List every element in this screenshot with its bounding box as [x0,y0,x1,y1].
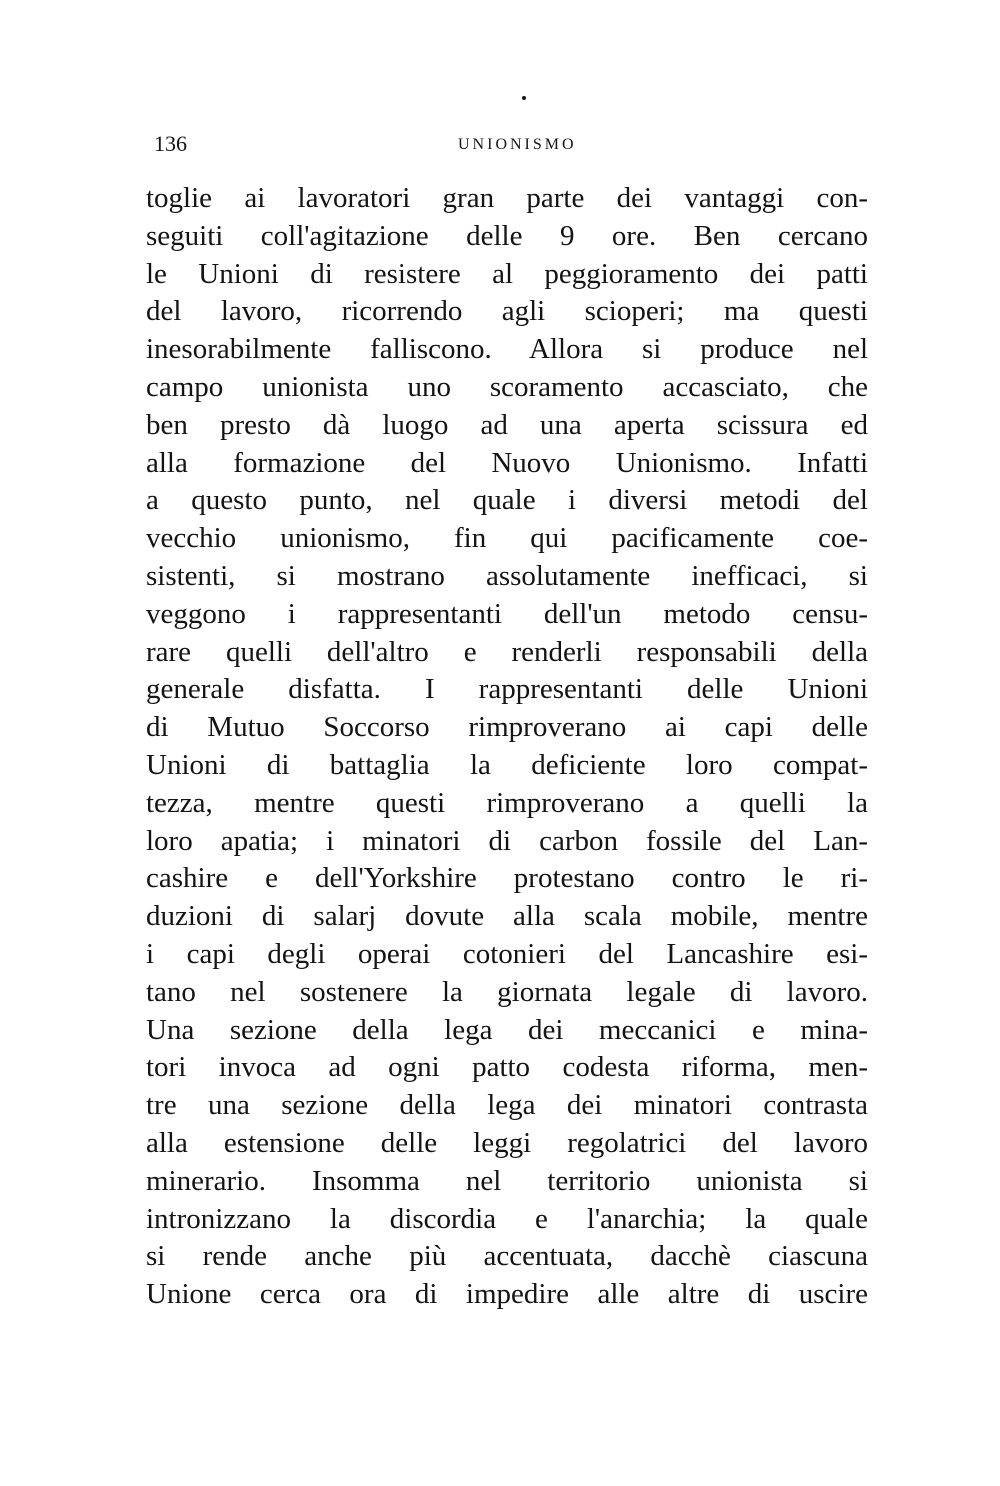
ink-speck [522,96,526,100]
text-line: alla estensione delle leggi regolatrici del lavoro [146,1126,868,1159]
text-line: i capi degli operai cotonieri del Lancashire esi- [146,937,868,970]
text-line: generale disfatta. I rappresentanti delle Unioni [146,673,868,706]
text-line: minerario. Insomma nel territorio unionista si [146,1164,868,1197]
text-line: loro apatia; i minatori di carbon fossile del Lan- [146,824,868,857]
text-line: toglie ai lavoratori gran parte dei vantaggi con- [146,182,868,214]
text-line: inesorabilmente falliscono. Allora si produce nel [146,333,868,366]
text-line: vecchio unionismo, fin qui pacificamente coe- [146,522,868,555]
text-line: tezza, mentre questi rimproverano a quelli la [146,786,868,819]
text-line: ben presto dà luogo ad una aperta scissura ed [146,408,868,441]
text-line: tano nel sostenere la giornata legale di lavoro. [146,975,868,1008]
text-line: del lavoro, ricorrendo agli scioperi; ma questi [146,295,868,328]
text-line: si rende anche più accentuata, dacchè ciascuna [146,1240,868,1273]
text-line: a questo punto, nel quale i diversi metodi del [146,484,868,517]
running-head [150,128,870,160]
page-number: 136 [154,131,187,156]
text-line: campo unionista uno scoramento accasciato, che [146,370,868,403]
text-line: le Unioni di resistere al peggioramento dei patti [146,257,868,290]
text-line: duzioni di salarj dovute alla scala mobile, mentre [146,900,868,933]
text-line: sistenti, si mostrano assolutamente inefficaci, si [146,559,868,592]
text-line: rare quelli dell'altro e renderli responsabili della [146,635,868,668]
text-line: Unioni di battaglia la deficiente loro compat- [146,748,868,781]
text-line: alla formazione del Nuovo Unionismo. Infatti [146,446,868,479]
text-line: Una sezione della lega dei meccanici e mina- [146,1013,868,1046]
body-text [146,180,868,1314]
text-line: Unione cerca ora di impedire alle altre di uscire [146,1278,868,1311]
text-line: tre una sezione della lega dei minatori contrasta [146,1089,868,1122]
text-line: seguiti coll'agitazione delle 9 ore. Ben cercano [146,219,868,252]
running-title: UNIONISMO [458,136,577,153]
text-line: di Mutuo Soccorso rimproverano ai capi delle [146,711,868,744]
text-line: intronizzano la discordia e l'anarchia; la quale [146,1202,868,1235]
text-line: cashire e dell'Yorkshire protestano contro le ri- [146,862,868,895]
text-line: tori invoca ad ogni patto codesta riforma, men- [146,1051,868,1084]
text-line: veggono i rappresentanti dell'un metodo censu- [146,597,868,630]
